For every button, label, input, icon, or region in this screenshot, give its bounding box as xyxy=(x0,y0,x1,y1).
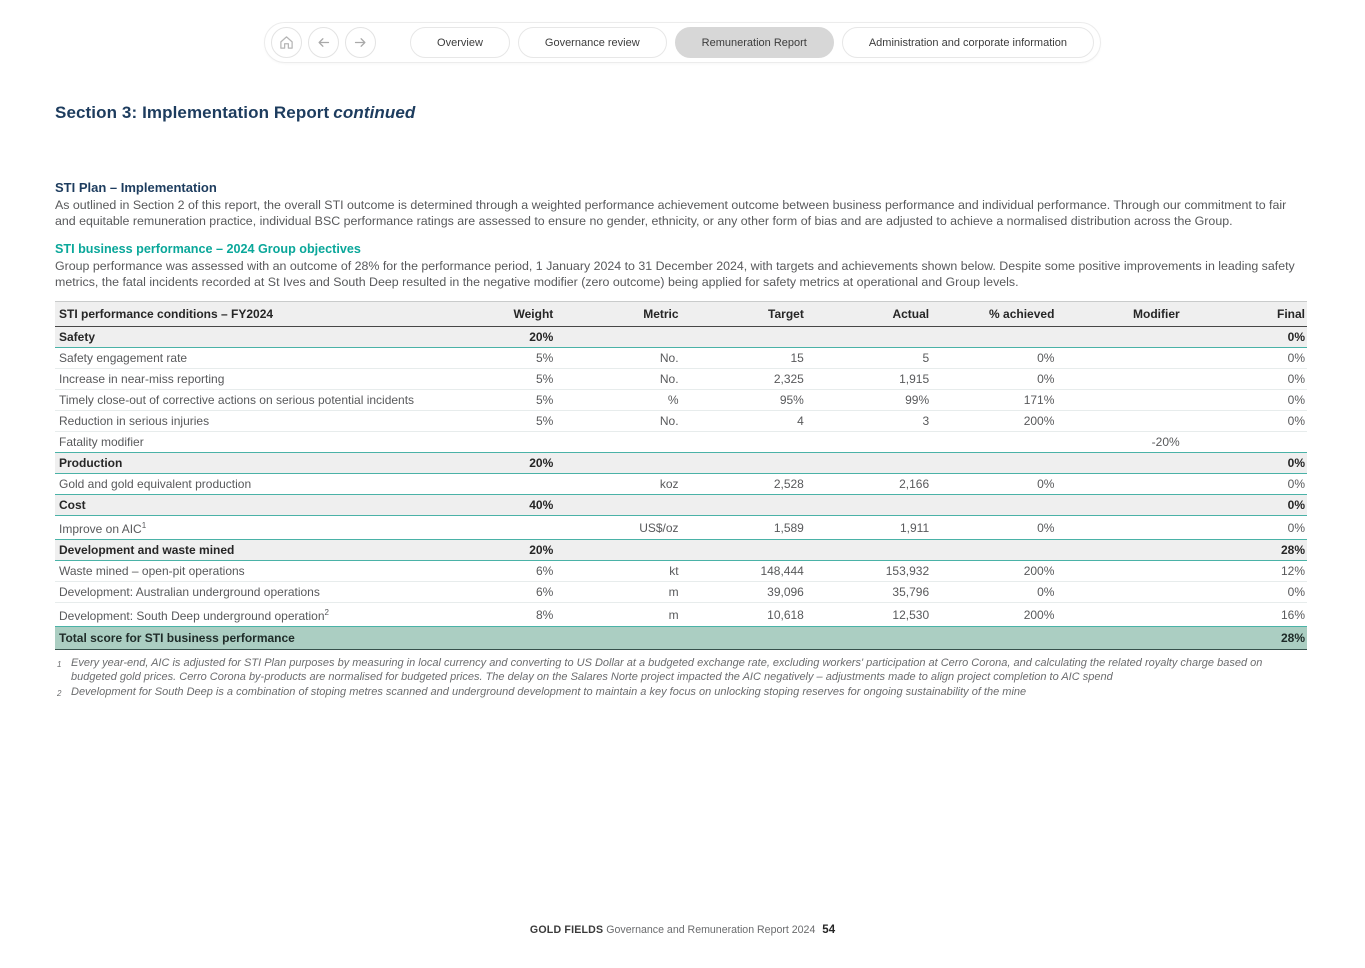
cell-achieved xyxy=(931,453,1056,474)
cell-modifier xyxy=(1056,411,1181,432)
cell-final: 0% xyxy=(1182,495,1307,516)
cell-actual: 1,911 xyxy=(806,516,931,540)
cell-actual: 2,166 xyxy=(806,474,931,495)
sti-plan-heading: STI Plan – Implementation xyxy=(55,180,217,195)
cell-metric xyxy=(555,327,680,348)
cell-achieved xyxy=(931,495,1056,516)
footnote-reference: 1 xyxy=(141,521,147,531)
page-title xyxy=(55,103,1307,123)
cell-target xyxy=(681,453,806,474)
page-title-text: Section 3: Implementation Report xyxy=(55,103,330,122)
forward-arrow-icon xyxy=(353,35,368,50)
cell-final: 16% xyxy=(1182,603,1307,627)
cell-final: 0% xyxy=(1182,582,1307,603)
cell-metric xyxy=(555,453,680,474)
cell-achieved: 0% xyxy=(931,516,1056,540)
cell-final: 28% xyxy=(1182,627,1307,650)
cell-modifier xyxy=(1056,474,1181,495)
tab-governance-review[interactable]: Governance review xyxy=(518,27,667,58)
cell-label: Development: South Deep underground operation$^2$ xyxy=(55,603,430,627)
cell-label: Reduction in serious injuries xyxy=(55,411,430,432)
cell-modifier xyxy=(1056,369,1181,390)
cell-actual xyxy=(806,540,931,561)
cell-metric: No. xyxy=(555,348,680,369)
cell-modifier xyxy=(1056,348,1181,369)
cell-target xyxy=(681,495,806,516)
back-arrow-icon xyxy=(316,35,331,50)
cell-actual xyxy=(806,495,931,516)
home-icon xyxy=(279,35,294,50)
page-title-continued: continued xyxy=(333,103,416,122)
tab-administration-and-corporate-information[interactable]: Administration and corporate information xyxy=(842,27,1094,58)
footnotes xyxy=(55,657,1307,699)
cell-final: 0% xyxy=(1182,327,1307,348)
table-row xyxy=(55,474,1307,495)
cell-actual: 5 xyxy=(806,348,931,369)
cell-final: 0% xyxy=(1182,390,1307,411)
cell-target: 39,096 xyxy=(681,582,806,603)
tab-overview[interactable]: Overview xyxy=(410,27,510,58)
cell-modifier xyxy=(1056,603,1181,627)
column-header-actual: Actual xyxy=(806,302,931,327)
cell-modifier xyxy=(1056,627,1181,650)
cell-metric xyxy=(555,627,680,650)
sti-business-paragraph: Group performance was assessed with an outcome of 28% for the performance period, 1 January 2024 to 31 December 2024, with targets and achievements shown below. Despite some positive improvements in leading safety metrics, the fatal incidents recorded at St Ives and South Deep resulted in the negative modifier (zero outcome) being applied for safety metrics at operational and Group levels. xyxy=(55,259,1295,289)
cell-achieved: 0% xyxy=(931,369,1056,390)
forward-button[interactable] xyxy=(345,27,376,58)
cell-metric: No. xyxy=(555,411,680,432)
cell-label: Development and waste mined xyxy=(55,540,430,561)
cell-actual xyxy=(806,627,931,650)
cell-final: 0% xyxy=(1182,348,1307,369)
top-navigation xyxy=(0,0,1365,63)
sti-performance-table xyxy=(55,301,1307,650)
page-content xyxy=(0,103,1365,700)
footer-report-name: Governance and Remuneration Report 2024 xyxy=(606,924,816,936)
cell-target xyxy=(681,627,806,650)
cell-metric: US$/oz xyxy=(555,516,680,540)
cell-modifier xyxy=(1056,327,1181,348)
cell-final: 0% xyxy=(1182,411,1307,432)
cell-label: Development: Australian underground operations xyxy=(55,582,430,603)
cell-metric xyxy=(555,432,680,453)
footer-brand: GOLD FIELDS xyxy=(529,924,604,936)
sti-table-header-row xyxy=(55,302,1307,327)
cell-modifier xyxy=(1056,516,1181,540)
cell-metric xyxy=(555,540,680,561)
cell-weight: 40% xyxy=(430,495,555,516)
cell-actual xyxy=(806,432,931,453)
cell-achieved: 0% xyxy=(931,348,1056,369)
cell-actual: 35,796 xyxy=(806,582,931,603)
footnote-reference: 2 xyxy=(324,608,329,618)
sti-table-body xyxy=(55,327,1307,650)
page-footer xyxy=(0,924,1365,936)
cell-weight: 5% xyxy=(430,411,555,432)
cell-target xyxy=(681,432,806,453)
cell-weight: 20% xyxy=(430,327,555,348)
cell-weight: 8% xyxy=(430,603,555,627)
cell-weight: 6% xyxy=(430,561,555,582)
cell-weight: 20% xyxy=(430,540,555,561)
tab-remuneration-report[interactable]: Remuneration Report xyxy=(675,27,834,58)
cell-label: Safety xyxy=(55,327,430,348)
cell-achieved: 0% xyxy=(931,474,1056,495)
table-row xyxy=(55,348,1307,369)
cell-target: 2,325 xyxy=(681,369,806,390)
table-row xyxy=(55,411,1307,432)
cell-metric: No. xyxy=(555,369,680,390)
table-section-row xyxy=(55,495,1307,516)
table-section-row xyxy=(55,327,1307,348)
column-header-final: Final xyxy=(1182,302,1307,327)
cell-achieved: 0% xyxy=(931,582,1056,603)
cell-final: 0% xyxy=(1182,453,1307,474)
footnote: 2 Development for South Deep is a combination of stoping metres scanned and underground development to maintain a key focus on unlocking stoping reserves for ongoing sustainability of the mine xyxy=(57,685,1027,698)
cell-metric: % xyxy=(555,390,680,411)
cell-achieved: 200% xyxy=(931,411,1056,432)
cell-label: Waste mined – open-pit operations xyxy=(55,561,430,582)
cell-label: Fatality modifier xyxy=(55,432,430,453)
table-section-row xyxy=(55,453,1307,474)
column-header-target: Target xyxy=(681,302,806,327)
cell-label: Safety engagement rate xyxy=(55,348,430,369)
cell-target: 10,618 xyxy=(681,603,806,627)
cell-target: 2,528 xyxy=(681,474,806,495)
cell-target xyxy=(681,540,806,561)
cell-final: 12% xyxy=(1182,561,1307,582)
table-row xyxy=(55,390,1307,411)
cell-modifier xyxy=(1056,390,1181,411)
cell-achieved xyxy=(931,327,1056,348)
cell-target: 95% xyxy=(681,390,806,411)
column-header-weight: Weight xyxy=(430,302,555,327)
cell-label: Increase in near-miss reporting xyxy=(55,369,430,390)
table-row xyxy=(55,432,1307,453)
cell-actual: 1,915 xyxy=(806,369,931,390)
cell-achieved xyxy=(931,540,1056,561)
cell-label: Timely close-out of corrective actions on serious potential incidents xyxy=(55,390,430,411)
cell-weight: 5% xyxy=(430,348,555,369)
cell-final: 28% xyxy=(1182,540,1307,561)
cell-achieved xyxy=(931,432,1056,453)
cell-weight: 6% xyxy=(430,582,555,603)
cell-actual: 153,932 xyxy=(806,561,931,582)
sti-business-heading: STI business performance – 2024 Group objectives xyxy=(55,242,361,257)
cell-label: Total score for STI business performance xyxy=(55,627,430,650)
table-total-row xyxy=(55,627,1307,650)
cell-achieved: 171% xyxy=(931,390,1056,411)
cell-modifier xyxy=(1056,453,1181,474)
cell-label: Cost xyxy=(55,495,430,516)
cell-target: 1,589 xyxy=(681,516,806,540)
cell-actual: 3 xyxy=(806,411,931,432)
cell-weight: 5% xyxy=(430,390,555,411)
back-button[interactable] xyxy=(308,27,339,58)
cell-modifier xyxy=(1056,561,1181,582)
cell-actual: 99% xyxy=(806,390,931,411)
cell-metric: koz xyxy=(555,474,680,495)
cell-metric: m xyxy=(555,603,680,627)
sti-plan-paragraph: As outlined in Section 2 of this report, the overall STI outcome is determined through a weighted performance achievement outcome between business performance and individual performance. Through our commitment to fair and equitable remuneration practice, individual BSC performance ratings are assessed to ensure no gender, ethnicity, or any other form of bias and are adjusted to achieve a normalised distribution across the Group. xyxy=(55,198,1287,228)
cell-modifier xyxy=(1056,495,1181,516)
cell-target: 4 xyxy=(681,411,806,432)
nav-tabs xyxy=(410,27,1094,58)
cell-metric xyxy=(555,495,680,516)
cell-final xyxy=(1182,432,1307,453)
cell-modifier xyxy=(1056,540,1181,561)
cell-target: 148,444 xyxy=(681,561,806,582)
cell-weight xyxy=(430,627,555,650)
cell-weight xyxy=(430,432,555,453)
table-row xyxy=(55,369,1307,390)
cell-metric: m xyxy=(555,582,680,603)
column-header-label: STI performance conditions – FY2024 xyxy=(55,302,430,327)
table-row xyxy=(55,561,1307,582)
cell-achieved: 200% xyxy=(931,561,1056,582)
cell-actual xyxy=(806,327,931,348)
column-header-achieved: % achieved xyxy=(931,302,1056,327)
column-header-metric: Metric xyxy=(555,302,680,327)
table-row xyxy=(55,582,1307,603)
cell-metric: kt xyxy=(555,561,680,582)
cell-target: 15 xyxy=(681,348,806,369)
cell-weight: 20% xyxy=(430,453,555,474)
cell-achieved: 200% xyxy=(931,603,1056,627)
cell-actual: 12,530 xyxy=(806,603,931,627)
cell-weight xyxy=(430,516,555,540)
cell-final: 0% xyxy=(1182,474,1307,495)
cell-achieved xyxy=(931,627,1056,650)
cell-actual xyxy=(806,453,931,474)
column-header-modifier: Modifier xyxy=(1056,302,1181,327)
table-section-row xyxy=(55,540,1307,561)
cell-target xyxy=(681,327,806,348)
table-row xyxy=(55,603,1307,627)
cell-weight xyxy=(430,474,555,495)
footnote: 1 Every year-end, AIC is adjusted for STI Plan purposes by measuring in local currency and converting to US Dollar at a budgeted exchange rate, excluding workers' participation at Cerro Corona, and calculating the related royalty charge based on budgeted gold prices. Cerro Corona by-products are normalised for budgeted prices. The delay on the Salares Norte project impacted the AIC negatively – adjustments made to align project completion to AIC spend xyxy=(57,657,1263,684)
cell-modifier xyxy=(1056,582,1181,603)
home-button[interactable] xyxy=(271,27,302,58)
cell-final: 0% xyxy=(1182,516,1307,540)
footer-page-number: 54 xyxy=(822,924,836,936)
cell-modifier: -20% xyxy=(1056,432,1181,453)
cell-label: Gold and gold equivalent production xyxy=(55,474,430,495)
cell-weight: 5% xyxy=(430,369,555,390)
nav-bar xyxy=(264,22,1101,63)
cell-label: Production xyxy=(55,453,430,474)
cell-label: Improve on AIC$^1$ xyxy=(55,516,430,540)
table-row xyxy=(55,516,1307,540)
cell-final: 0% xyxy=(1182,369,1307,390)
